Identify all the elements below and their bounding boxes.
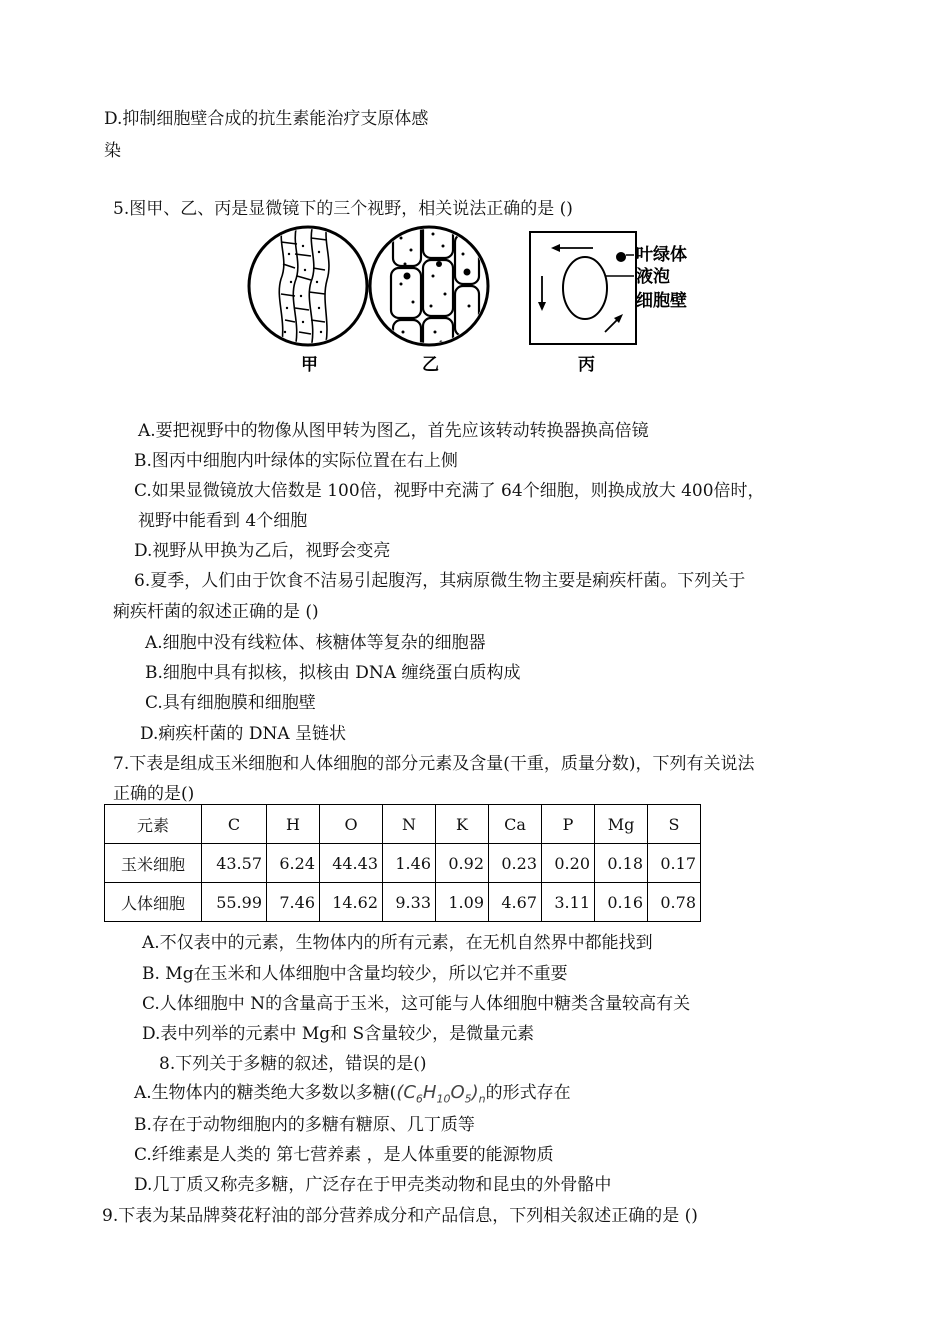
q8-option-c: C.纤维素是人类的 第七营养素 ，是人体重要的能源物质 — [134, 1145, 554, 1165]
table-cell: 0.92 — [436, 844, 489, 883]
callout-vacuole: 液泡 — [636, 267, 670, 287]
callout-cell-wall: 细胞壁 — [636, 291, 687, 311]
table-cell: 4.67 — [489, 883, 542, 922]
table-header-cell: S — [648, 805, 701, 844]
q6-option-b: B.细胞中具有拟核，拟核由 DNA 缠绕蛋白质构成 — [145, 663, 521, 683]
table-cell: 0.20 — [542, 844, 595, 883]
formula-h-sub: 10 — [436, 1092, 451, 1106]
table-cell: 0.16 — [595, 883, 648, 922]
microscope-field-yi — [370, 224, 488, 360]
table-header-cell: C — [202, 805, 267, 844]
q5-figure — [245, 224, 715, 376]
label-jia: 甲 — [301, 355, 318, 375]
formula-h: H — [422, 1082, 437, 1103]
q8-option-b: B.存在于动物细胞内的多糖有糖原、几丁质等 — [134, 1115, 475, 1135]
table-cell: 人体细胞 — [105, 883, 202, 922]
q4-option-d-line1: D.抑制细胞壁合成的抗生素能治疗支原体感 — [104, 109, 429, 129]
table-cell: 55.99 — [202, 883, 267, 922]
q9-stem: 9.下表为某品牌葵花籽油的部分营养成分和产品信息，下列相关叙述正确的是 () — [102, 1206, 698, 1226]
q5-option-b: B.图丙中细胞内叶绿体的实际位置在右上侧 — [134, 451, 458, 471]
table-cell: 9.33 — [383, 883, 436, 922]
q7-option-b: B. Mg在玉米和人体细胞中含量均较少，所以它并不重要 — [142, 964, 568, 984]
q6-stem-line2: 痢疾杆菌的叙述正确的是 () — [113, 602, 319, 622]
q7-stem-line1: 7.下表是组成玉米细胞和人体细胞的部分元素及含量(干重，质量分数)，下列有关说法 — [113, 754, 755, 774]
table-row — [105, 883, 701, 922]
q6-option-d: D.痢疾杆菌的 DNA 呈链状 — [140, 724, 347, 744]
table-cell: 14.62 — [320, 883, 383, 922]
q7-option-c: C.人体细胞中 N的含量高于玉米，这可能与人体细胞中糖类含量较高有关 — [142, 994, 691, 1014]
table-cell: 0.18 — [595, 844, 648, 883]
table-header-cell: K — [436, 805, 489, 844]
table-header-cell: O — [320, 805, 383, 844]
q7-option-a: A.不仅表中的元素，生物体内的所有元素，在无机自然界中都能找到 — [142, 933, 653, 953]
q6-option-c: C.具有细胞膜和细胞壁 — [145, 693, 316, 713]
polysaccharide-formula: $(C_6H_{10}O_5)_n$ — [396, 1082, 486, 1106]
q7-stem-line2: 正确的是() — [113, 784, 195, 804]
table-cell: 玉米细胞 — [105, 844, 202, 883]
table-header-cell: H — [267, 805, 320, 844]
label-bing: 丙 — [578, 355, 595, 375]
q8-stem: 8.下列关于多糖的叙述，错误的是() — [159, 1054, 427, 1074]
q5-option-c: C.如果显微镜放大倍数是 100倍，视野中充满了 64个细胞，则换成放大 400倍时， — [134, 481, 765, 501]
table-cell: 44.43 — [320, 844, 383, 883]
table-cell: 0.23 — [489, 844, 542, 883]
formula-o: O — [450, 1082, 465, 1103]
q7-option-d: D.表中列举的元素中 Mg和 S含量较少，是微量元素 — [142, 1024, 535, 1044]
q6-option-a: A.细胞中没有线粒体、核糖体等复杂的细胞器 — [145, 633, 486, 653]
formula-o-sub: 5 — [464, 1092, 472, 1106]
table-header-row — [105, 805, 701, 844]
q6-stem-line1: 6.夏季，人们由于饮食不洁易引起腹泻，其病原微生物主要是痢疾杆菌。下列关于 — [134, 571, 746, 591]
q4-option-d-line2: 染 — [104, 141, 121, 161]
label-yi: 乙 — [422, 355, 439, 375]
table-cell: 0.78 — [648, 883, 701, 922]
formula-n: n — [478, 1092, 486, 1106]
callout-chloroplast: 叶绿体 — [636, 245, 687, 265]
q5-option-c-cont: 视野中能看到 4个细胞 — [138, 511, 308, 531]
table-header-cell: Ca — [489, 805, 542, 844]
q5-option-d: D.视野从甲换为乙后，视野会变亮 — [134, 541, 391, 561]
table-header-cell: P — [542, 805, 595, 844]
table-cell: 6.24 — [267, 844, 320, 883]
q5-stem: 5.图甲、乙、丙是显微镜下的三个视野，相关说法正确的是 () — [113, 199, 573, 219]
table-header-cell: N — [383, 805, 436, 844]
q8-option-a-suffix: 的形式存在 — [485, 1083, 571, 1103]
microscope-field-jia — [249, 224, 367, 348]
formula-c-sub: 6 — [415, 1092, 423, 1106]
q8-option-a-prefix: A.生物体内的糖类绝大多数以多糖( — [134, 1083, 397, 1103]
table-cell: 0.17 — [648, 844, 701, 883]
table-cell: 1.09 — [436, 883, 489, 922]
q8-option-d: D.几丁质又称壳多糖，广泛存在于甲壳类动物和昆虫的外骨骼中 — [134, 1175, 612, 1195]
q5-option-a: A.要把视野中的物像从图甲转为图乙，首先应该转动转换器换高倍镜 — [138, 421, 649, 441]
q8-option-a — [134, 1082, 571, 1111]
table-row — [105, 844, 701, 883]
table-cell: 3.11 — [542, 883, 595, 922]
table-header-cell: Mg — [595, 805, 648, 844]
microscope-field-bing — [530, 232, 637, 344]
table-cell: 43.57 — [202, 844, 267, 883]
table-cell: 7.46 — [267, 883, 320, 922]
table-cell: 1.46 — [383, 844, 436, 883]
formula-c: C — [403, 1082, 416, 1103]
element-table — [104, 804, 701, 922]
table-header-cell: 元素 — [105, 805, 202, 844]
